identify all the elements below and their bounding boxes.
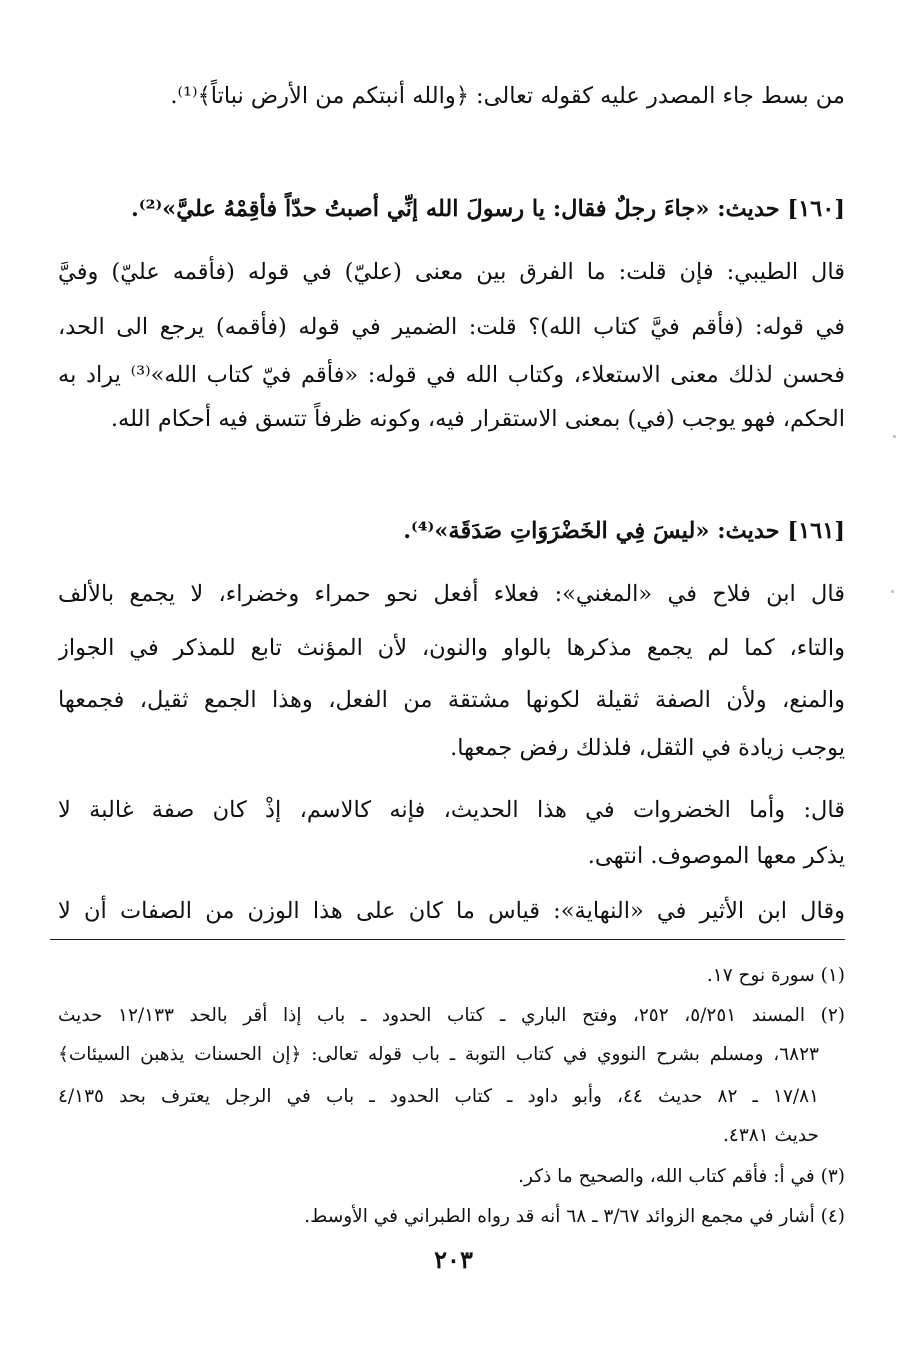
footnote-2-cont: ٦٨٢٣، ومسلم بشرح النووي في كتاب التوبة ـ باب قوله تعالى: ﴿إن الحسنات يذهبن السيئات﴾ — [58, 1044, 819, 1065]
footnote-2-cont: حديث ٤٣٨١. — [723, 1125, 819, 1146]
body-line: والمنع، ولأن الصفة ثقيلة لكونها مشتقة من الفعل، وهذا الجمع ثقيل، فجمعها — [58, 687, 845, 713]
body-line: يوجب زيادة في الثقل، فلذلك رفض جمعها. — [450, 735, 845, 761]
body-line: قال ابن فلاح في «المغني»: فعلاء أفعل نحو حمراء وخضراء، لا يجمع بالألف — [58, 581, 845, 607]
footnote-2-cont: ١٧/٨١ ـ ٨٢ حديث ٤٤، وأبو داود ـ كتاب الحدود ـ باب في الرجل يعترف بحد ٤/١٣٥ — [58, 1086, 819, 1107]
body-line: يذكر معها الموصوف. انتهى. — [587, 843, 845, 869]
body-line-verse: من بسط جاء المصدر عليه كقوله تعالى: ﴿والله أنبتكم من الأرض نباتاً﴾⁽¹⁾. — [170, 83, 845, 109]
scan-speck — [893, 435, 896, 438]
body-line: فحسن لذلك معنى الاستعلاء، وكتاب الله في قوله: «فأقم فيّ كتاب الله»⁽³⁾ يراد به — [58, 362, 845, 388]
footnote-separator — [50, 939, 845, 940]
body-line: والتاء، كما لم يجمع مذكرها بالواو والنون، لأن المؤنث تابع للمذكر في الجواز — [58, 635, 845, 661]
body-line: وقال ابن الأثير في «النهاية»: قياس ما كان على هذا الوزن من الصفات أن لا — [58, 898, 845, 924]
footnote-4: (٤) أشار في مجمع الزوائد ٣/٦٧ ـ ٦٨ أنه قد رواه الطبراني في الأوسط. — [304, 1206, 845, 1227]
body-line: قال الطيبي: فإن قلت: ما الفرق بين معنى (عليّ) في قوله (فأقمه عليّ) وفيَّ — [58, 259, 845, 285]
scan-speck — [891, 590, 894, 593]
hadith-161-heading: [١٦١] حديث: «ليسَ فِي الخَضْرَوَاتِ صَدَقَة»⁽⁴⁾. — [403, 518, 845, 544]
hadith-160-heading: [١٦٠] حديث: «جاءَ رجلٌ فقال: يا رسولَ الله إنِّي أصبتُ حدّاً فأقِمْهُ عليَّ»⁽²⁾. — [131, 196, 845, 222]
footnote-1: (١) سورة نوح ١٧. — [706, 965, 845, 986]
footnote-3: (٣) في أ: فأقم كتاب الله، والصحيح ما ذكر. — [518, 1166, 845, 1187]
body-line: قال: وأما الخضروات في هذا الحديث، فإنه كالاسم، إذْ كان صفة غالبة لا — [58, 797, 845, 823]
page-number: ٢٠٣ — [434, 1245, 473, 1274]
body-line: الحكم، فهو يوجب (في) بمعنى الاستقرار فيه، وكونه ظرفاً تتسق فيه أحكام الله. — [110, 406, 845, 432]
footnote-2: (٢) المسند ٥/٢٥١، ٢٥٢، وفتح الباري ـ كتاب الحدود ـ باب إذا أقر بالحد ١٢/١٣٣ حديث — [58, 1005, 845, 1026]
body-line: في قوله: (فأقم فيَّ كتاب الله)؟ قلت: الضمير في قوله (فأقمه) يرجع الى الحد، — [58, 314, 845, 340]
